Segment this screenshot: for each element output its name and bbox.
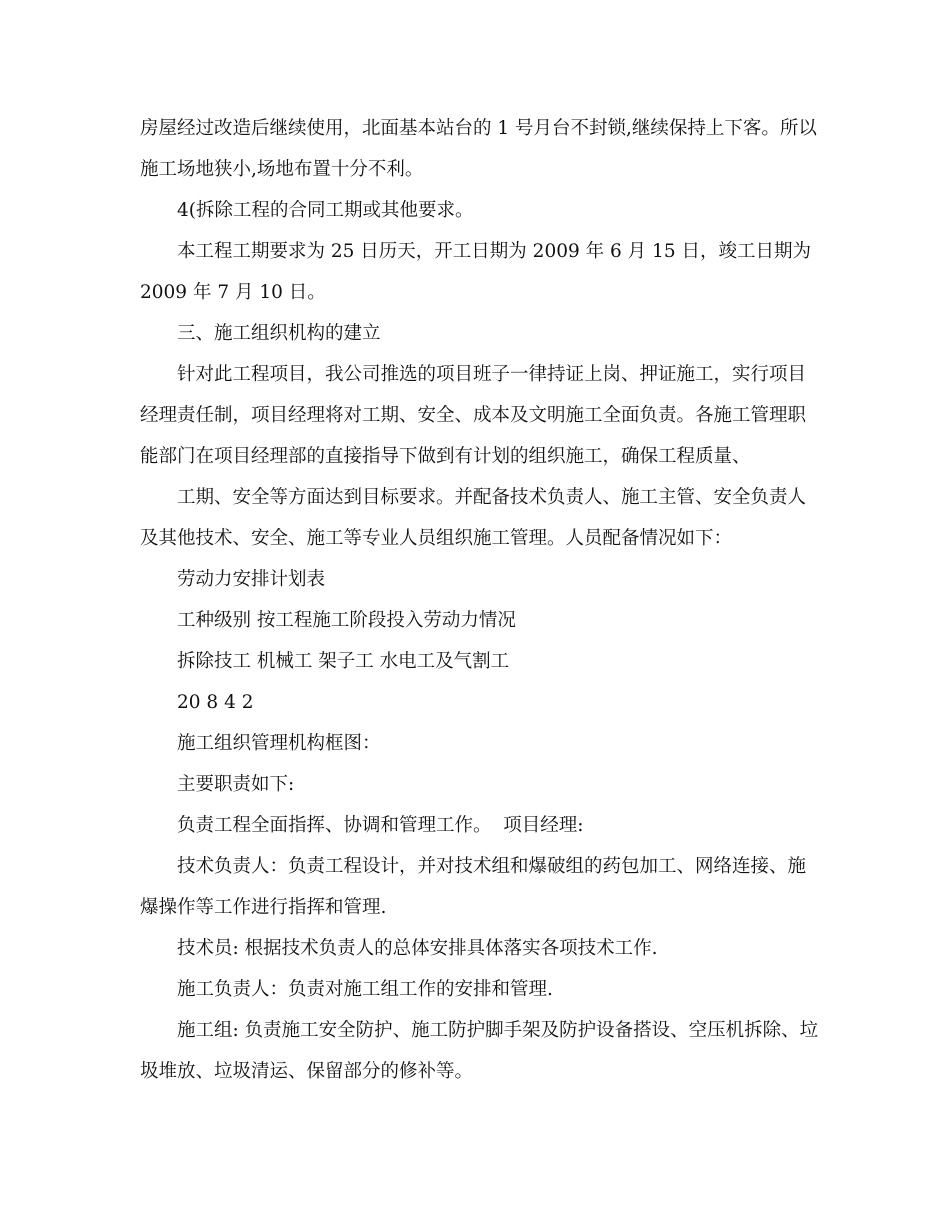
paragraph-1: 房屋经过改造后继续使用，北面基本站台的 1 号月台不封锁,继续保持上下客。所以施工场地狭小,场地布置十分不利。 (140, 118, 817, 180)
section-heading-3: 三、施工组织机构的建立 (177, 323, 381, 344)
paragraph-3: 本工程工期要求为 25 日历天，开工日期为 2009 年 6 月 15 日，竣工日期为 2009 年 7 月 10 日。 (140, 241, 817, 303)
table-counts-row: 20 8 4 2 (177, 692, 254, 713)
table-trades-row: 拆除技工 机械工 架子工 水电工及气割工 (177, 651, 510, 672)
duty-construction-team: 施工组: 负责施工安全防护、施工防护脚手架及防护设备搭设、空压机拆除、垃圾堆放、垃圾清运、保留部分的修补等。 (140, 1020, 819, 1082)
org-chart-caption: 施工组织管理机构框图： (177, 733, 381, 754)
paragraph-2: 4(拆除工程的合同工期或其他要求。 (177, 200, 474, 221)
duty-project-manager: 负责工程全面指挥、协调和管理工作。 项目经理: (177, 815, 584, 836)
duty-technician: 技术员: 根据技术负责人的总体安排具体落实各项技术工作. (177, 938, 658, 959)
document-body (140, 108, 820, 1092)
duty-construction-lead: 施工负责人：负责对施工组工作的安排和管理. (177, 979, 553, 1000)
paragraph-5: 针对此工程项目，我公司推选的项目班子一律持证上岗、押证施工，实行项目经理责任制，项目经理将对工期、安全、成本及文明施工全面负责。各施工管理职能部门在项目经理部的直接指导下做到有计划的组织施工，确保工程质量、 (140, 364, 807, 467)
table-title: 劳动力安排计划表 (177, 569, 326, 590)
table-header-row: 工种级别 按工程施工阶段投入劳动力情况 (177, 610, 516, 631)
duty-technical-lead: 技术负责人：负责工程设计，并对技术组和爆破组的药包加工、网络连接、施爆操作等工作进行指挥和管理. (140, 856, 807, 918)
duties-heading: 主要职责如下: (177, 774, 295, 795)
paragraph-6: 工期、安全等方面达到目标要求。并配备技术负责人、施工主管、安全负责人及其他技术、安全、施工等专业人员组织施工管理。人员配备情况如下： (140, 487, 807, 549)
